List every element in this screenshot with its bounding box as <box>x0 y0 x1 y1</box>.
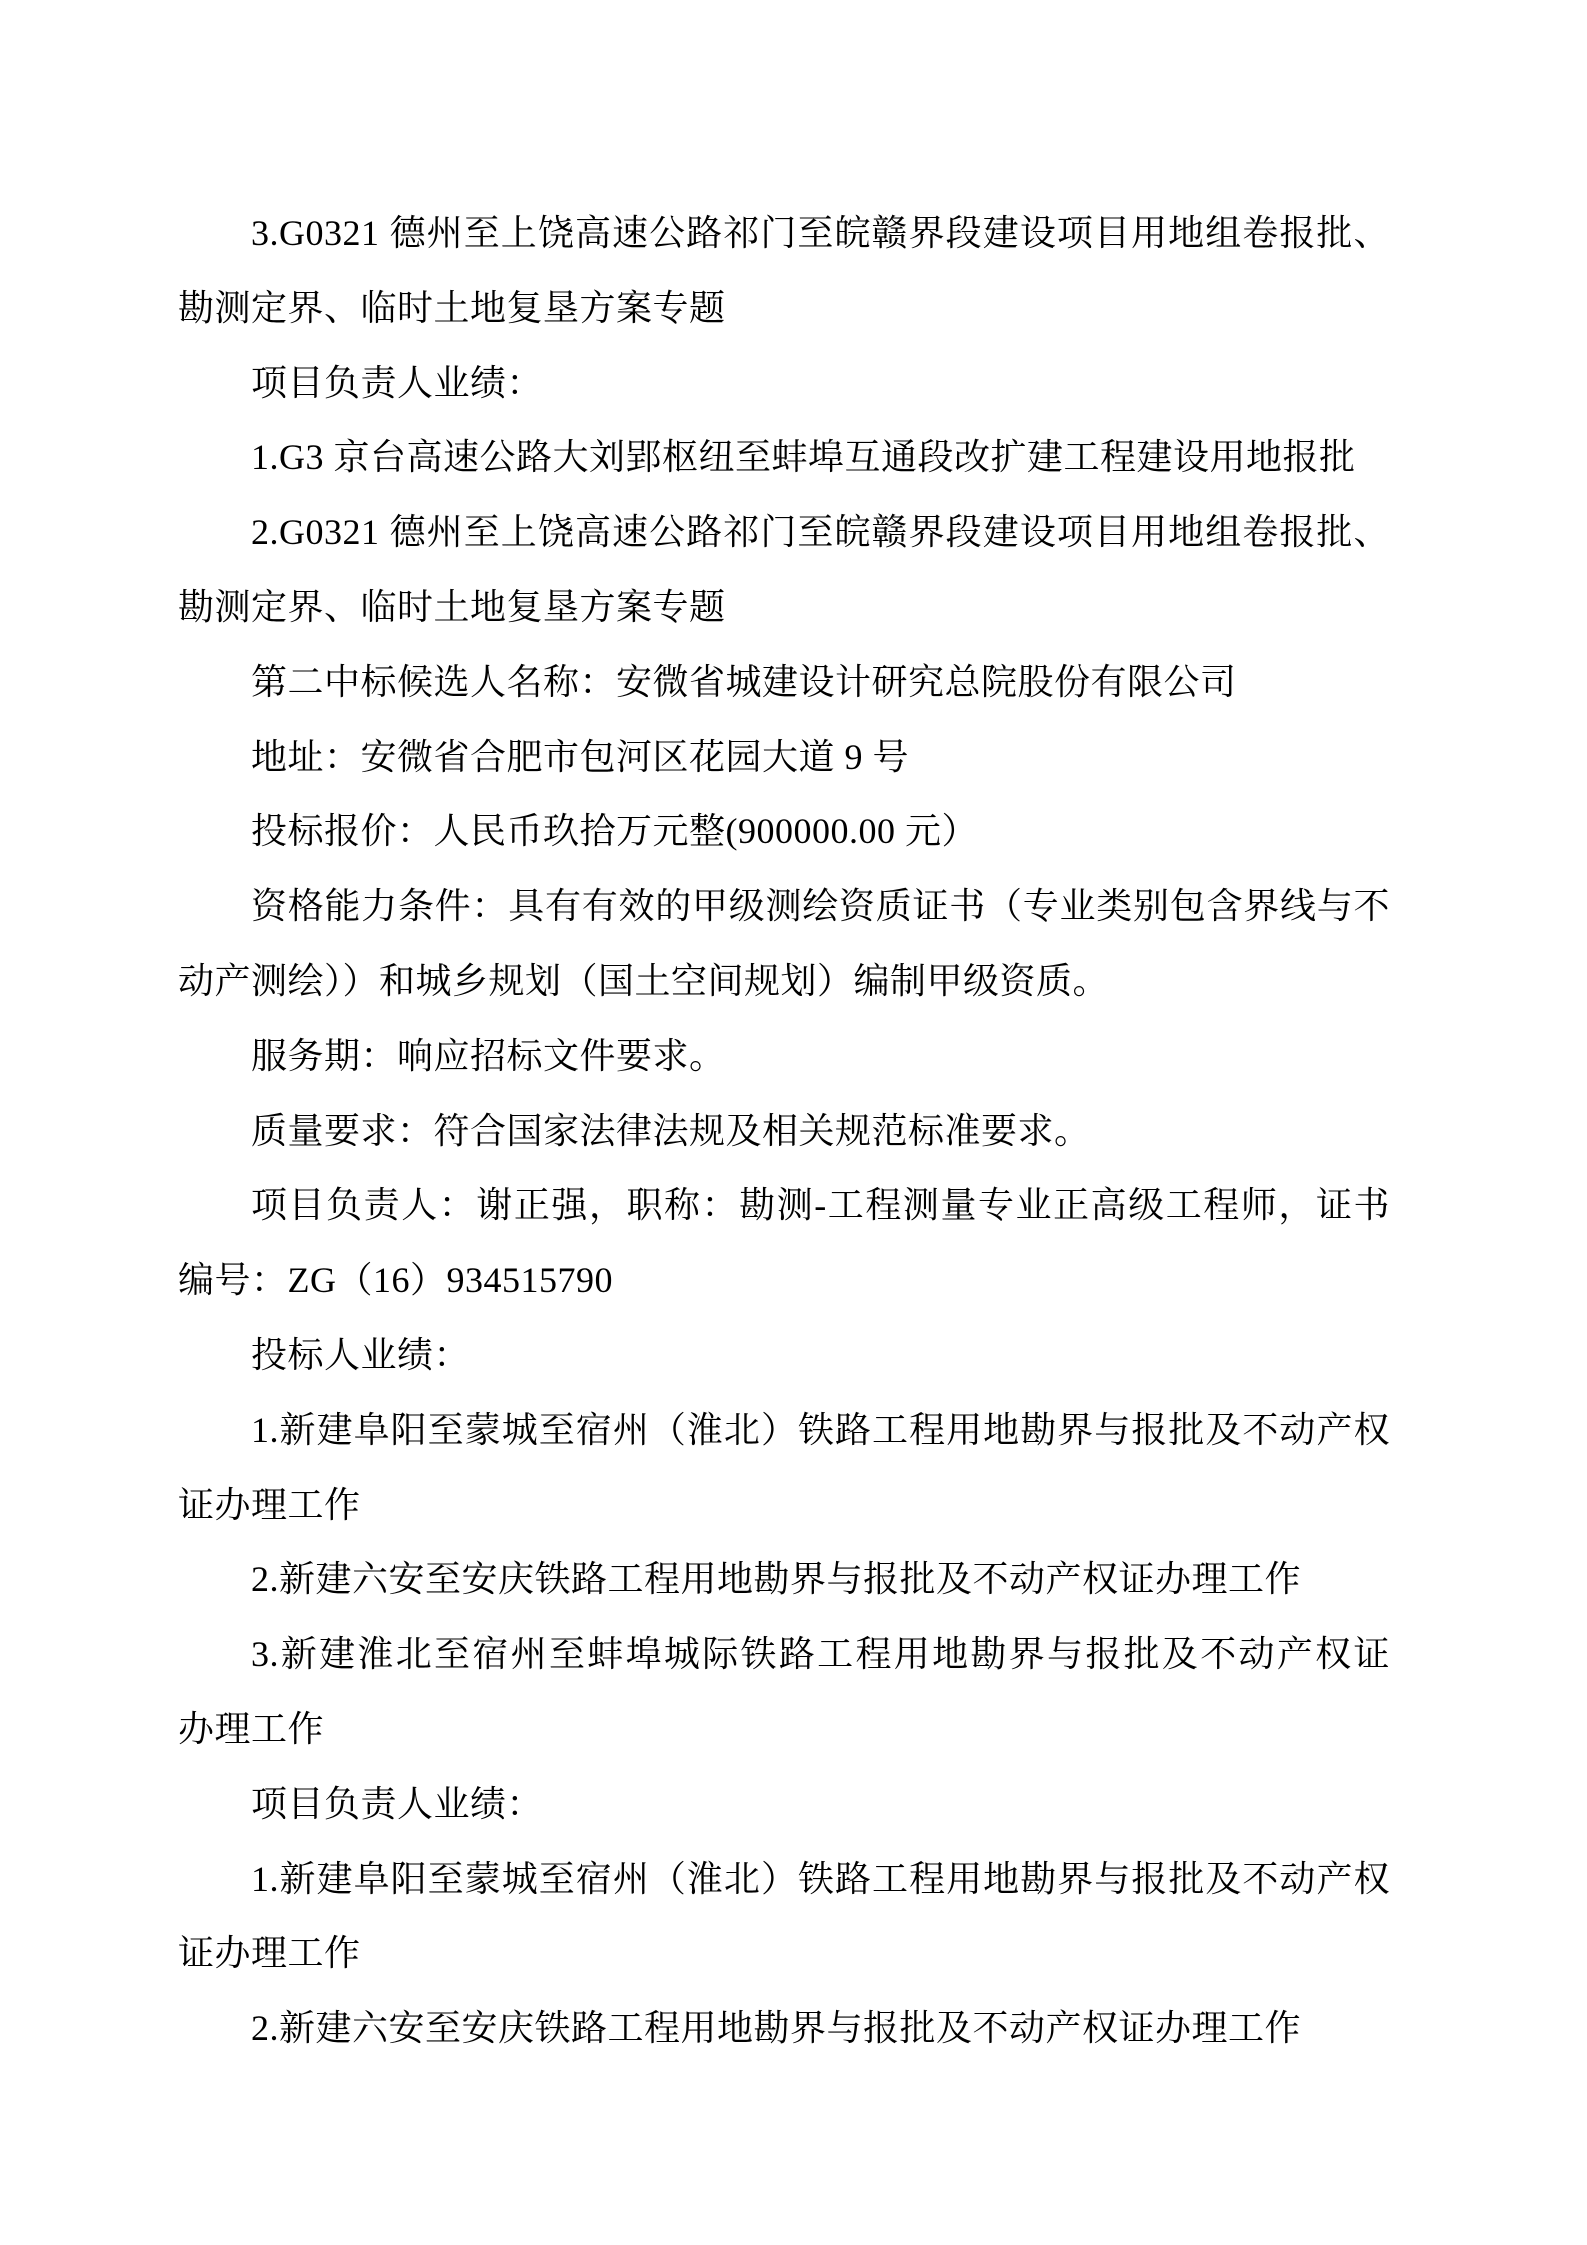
text-line: 项目负责人：谢正强，职称：勘测-工程测量专业正高级工程师，证书 <box>251 1185 1390 1226</box>
text-line: 1.G3 京台高速公路大刘郢枢纽至蚌埠互通段改扩建工程建设用地报批 <box>251 437 1356 478</box>
text-line: 编号：ZG（16）934515790 <box>178 1260 613 1301</box>
text-line: 动产测绘））和城乡规划（国土空间规划）编制甲级资质。 <box>178 960 1110 1001</box>
text-line: 第二中标候选人名称：安微省城建设计研究总院股份有限公司 <box>251 661 1237 702</box>
text-line: 3.G0321 德州至上饶高速公路祁门至皖赣界段建设项目用地组卷报批、 <box>251 213 1390 253</box>
text-line: 证办理工作 <box>178 1484 361 1525</box>
text-line: 1.新建阜阳至蒙城至宿州（淮北）铁路工程用地勘界与报批及不动产权 <box>251 1858 1390 1899</box>
text-line: 勘测定界、临时土地复垦方案专题 <box>178 586 726 627</box>
text-line: 3.新建淮北至宿州至蚌埠城际铁路工程用地勘界与报批及不动产权证 <box>251 1634 1390 1675</box>
text-line: 勘测定界、临时土地复垦方案专题 <box>178 287 726 328</box>
text-line: 项目负责人业绩： <box>251 1783 544 1824</box>
text-line: 投标报价：人民币玖拾万元整(900000.00 元） <box>251 811 978 852</box>
text-line: 项目负责人业绩： <box>251 362 544 403</box>
text-line: 2.G0321 德州至上饶高速公路祁门至皖赣界段建设项目用地组卷报批、 <box>251 512 1390 553</box>
text-line: 资格能力条件：具有有效的甲级测绘资质证书（专业类别包含界线与不 <box>251 886 1390 927</box>
text-line: 地址：安微省合肥市包河区花园大道 9 号 <box>251 736 910 777</box>
text-line: 2.新建六安至安庆铁路工程用地勘界与报批及不动产权证办理工作 <box>251 1559 1302 1600</box>
text-line: 2.新建六安至安庆铁路工程用地勘界与报批及不动产权证办理工作 <box>251 2008 1302 2049</box>
text-line: 1.新建阜阳至蒙城至宿州（淮北）铁路工程用地勘界与报批及不动产权 <box>251 1409 1390 1450</box>
text-line: 办理工作 <box>178 1708 325 1749</box>
text-line: 质量要求：符合国家法律法规及相关规范标准要求。 <box>251 1110 1091 1151</box>
text-line: 服务期：响应招标文件要求。 <box>251 1035 726 1076</box>
text-line: 证办理工作 <box>178 1933 361 1974</box>
text-line: 投标人业绩： <box>251 1334 471 1375</box>
